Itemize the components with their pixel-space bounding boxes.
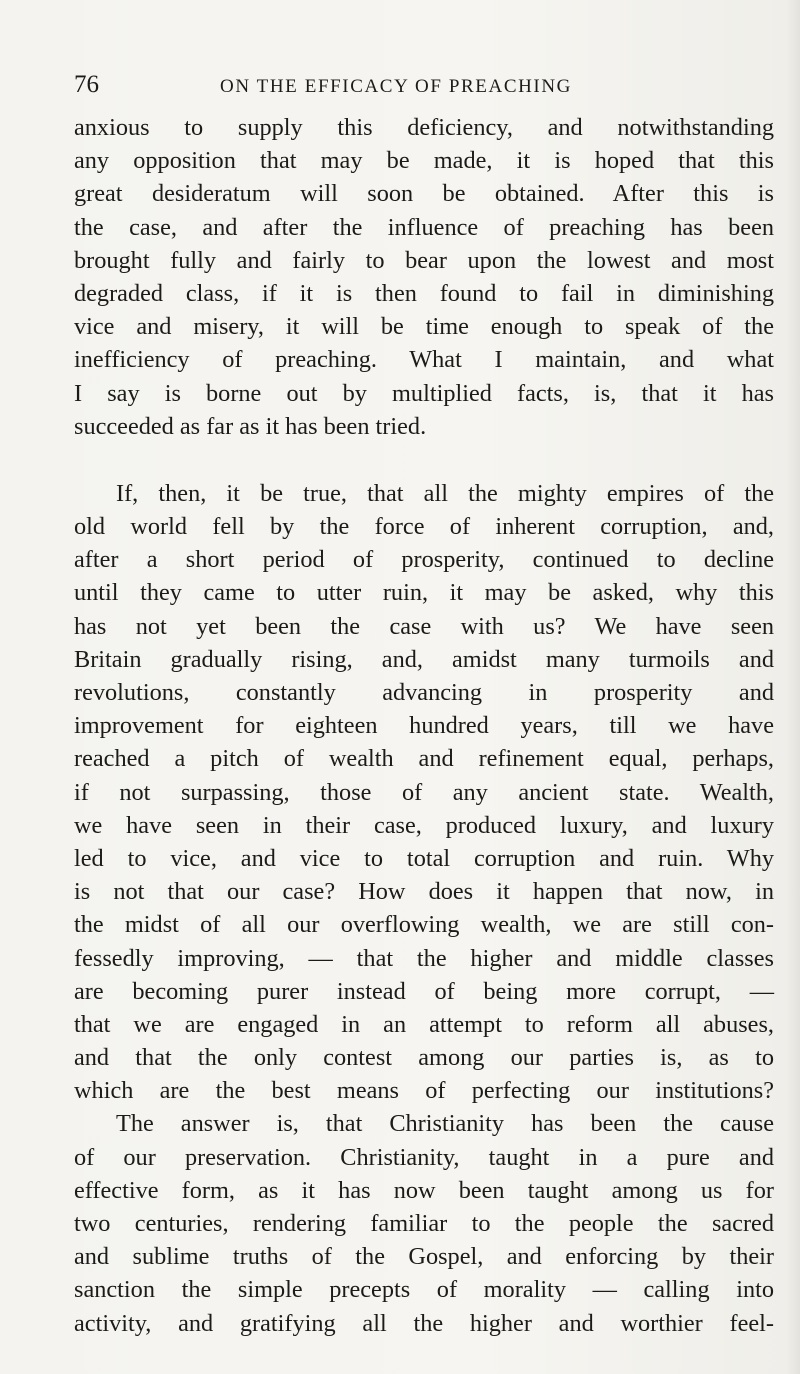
page-edge-shadow	[786, 0, 800, 1374]
text-line: the case, and after the influence of preaching has been	[74, 213, 774, 241]
text-line: great desideratum will soon be obtained. After this is	[74, 180, 774, 208]
text-line: reached a pitch of wealth and refinement equal, perhaps,	[74, 745, 774, 773]
paragraph-1	[74, 111, 774, 443]
text-line: activity, and gratifying all the higher and worthier feel-	[74, 1309, 774, 1337]
text-line: led to vice, and vice to total corruption and ruin. Why	[74, 844, 774, 872]
text-line: fessedly improving, — that the higher and middle classes	[74, 944, 774, 972]
text-line: vice and misery, it will be time enough to speak of the	[74, 313, 774, 341]
text-line: and that the only contest among our parties is, as to	[74, 1044, 774, 1072]
text-line: anxious to supply this deficiency, and notwithstanding	[74, 114, 774, 141]
text-line: I say is borne out by multiplied facts, is, that it has	[74, 379, 774, 407]
page-number: 76	[74, 71, 99, 98]
text-line: is not that our case? How does it happen that now, in	[74, 878, 774, 906]
text-line: and sublime truths of the Gospel, and enforcing by their	[74, 1243, 774, 1271]
body-text	[74, 111, 774, 1340]
text-line: any opposition that may be made, it is hoped that this	[74, 147, 774, 175]
text-line: of our preservation. Christianity, taught in a pure and	[74, 1143, 774, 1171]
text-line: are becoming purer instead of being more corrupt, —	[74, 977, 774, 1005]
text-line: sanction the simple precepts of morality — calling into	[74, 1276, 774, 1304]
text-line: two centuries, rendering familiar to the people the sacred	[74, 1210, 774, 1237]
text-line: the midst of all our overflowing wealth, we are still con-	[74, 911, 774, 939]
text-line: inefficiency of preaching. What I maintain, and what	[74, 346, 774, 374]
text-line: after a short period of prosperity, continued to decline	[74, 546, 774, 574]
paragraph-gap	[74, 443, 774, 477]
text-line: that we are engaged in an attempt to reform all abuses,	[74, 1010, 774, 1038]
text-line: succeeded as far as it has been tried.	[74, 412, 427, 440]
text-line: we have seen in their case, produced luxury, and luxury	[74, 811, 774, 839]
paragraph-2	[74, 477, 774, 1340]
text-line: Britain gradually rising, and, amidst many turmoils and	[74, 645, 774, 673]
text-line: until they came to utter ruin, it may be asked, why this	[74, 579, 774, 607]
text-line: revolutions, constantly advancing in prosperity and	[74, 679, 774, 706]
text-line: which are the best means of perfecting our institutions?	[74, 1077, 774, 1105]
text-line: improvement for eighteen hundred years, till we have	[74, 712, 774, 740]
text-line: If, then, it be true, that all the mighty empires of the	[116, 479, 774, 507]
text-line: old world fell by the force of inherent corruption, and,	[74, 513, 774, 541]
page-header	[74, 68, 774, 102]
text-line: The answer is, that Christianity has been the cause	[116, 1110, 774, 1138]
text-line: has not yet been the case with us? We have seen	[74, 612, 774, 640]
running-head: ON THE EFFICACY OF PREACHING	[220, 76, 573, 97]
text-line: effective form, as it has now been taught among us for	[74, 1176, 774, 1204]
text-line: if not surpassing, those of any ancient state. Wealth,	[74, 778, 774, 806]
text-line: brought fully and fairly to bear upon the lowest and most	[74, 246, 774, 274]
text-line: degraded class, if it is then found to fail in diminishing	[74, 279, 774, 307]
